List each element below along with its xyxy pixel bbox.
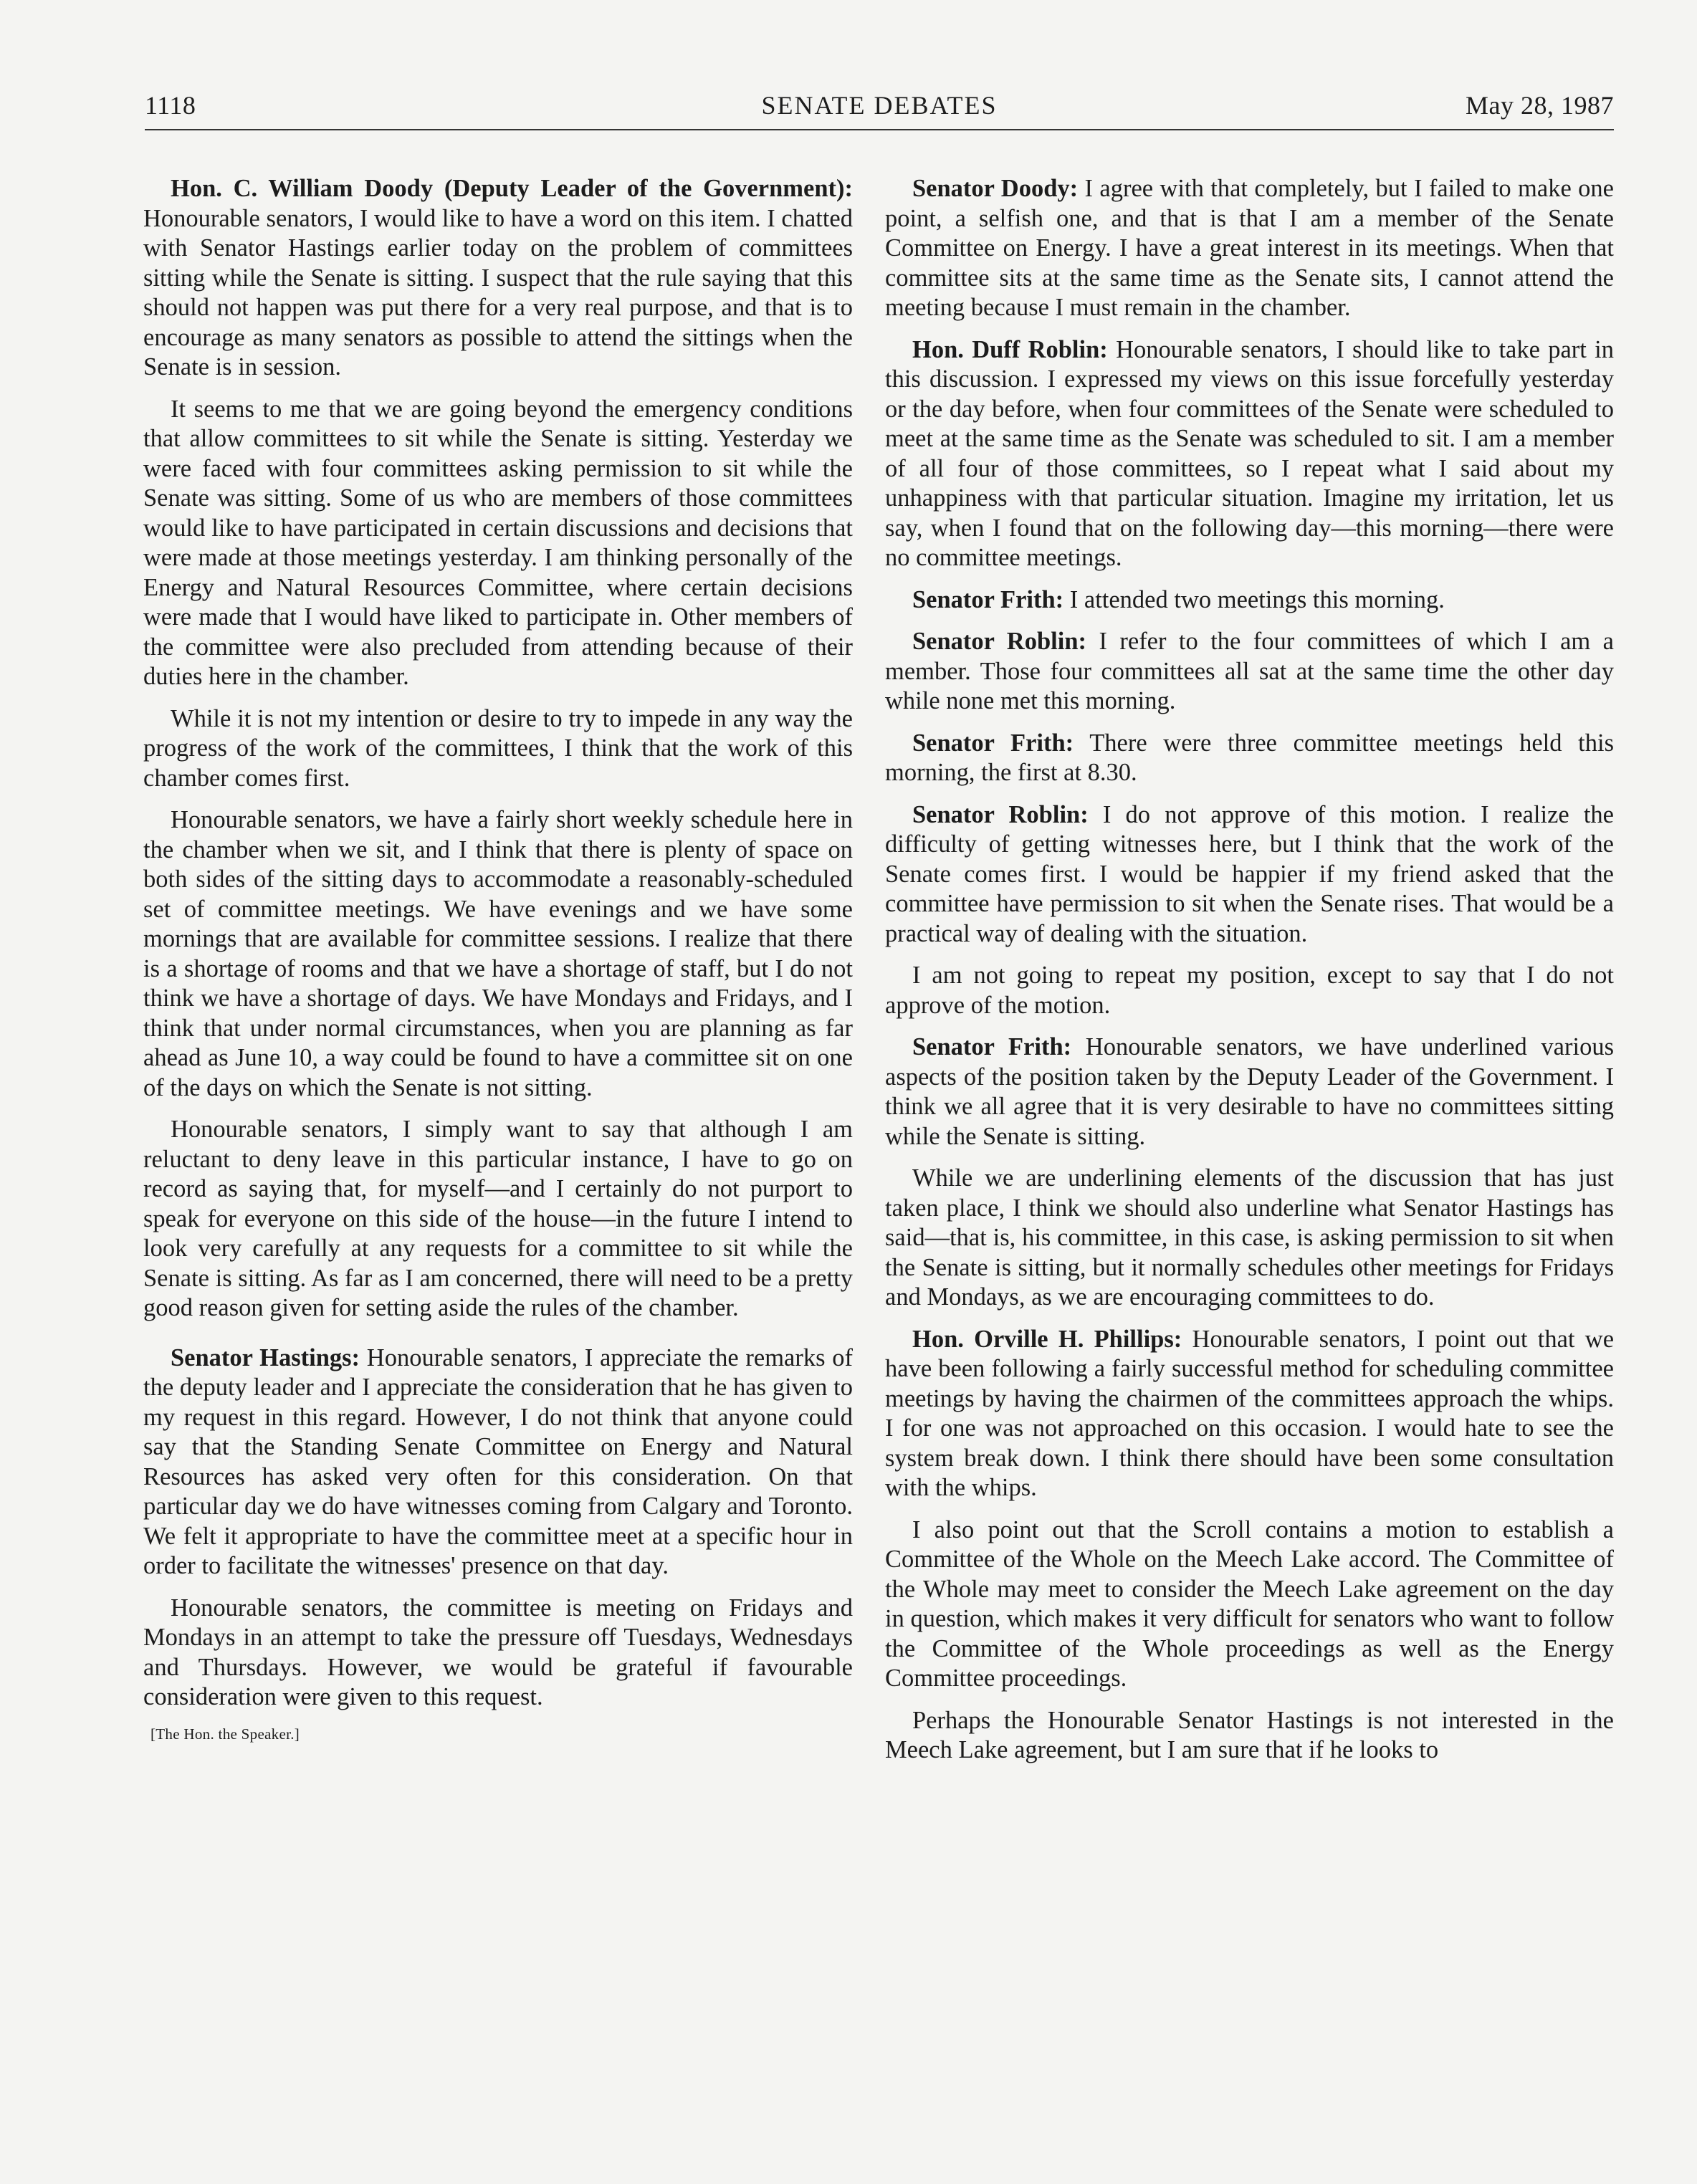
paragraph (885, 1033, 1614, 1151)
paragraph (885, 174, 1614, 323)
speech-text: There were three committee meetings held this morning, the first at 8.30. (885, 729, 1614, 786)
speaker-name: Hon. Duff Roblin: (912, 335, 1108, 363)
paragraph: I am not going to repeat my position, except to say that I do not approve of the motion. (885, 962, 1614, 1019)
speech-text: I refer to the four committees of which I am a member. Those four committees all sat at the same time the other day while none met this morning. (885, 628, 1614, 714)
paragraph (885, 335, 1614, 573)
page-number: 1118 (145, 91, 196, 120)
speaker-name: Senator Roblin: (912, 628, 1087, 655)
left-column (143, 174, 853, 1743)
speech-text: Honourable senators, I point out that we have been following a fairly successful method for scheduling committee meetings by having the chairmen of the committees approach the whips. I for one was not approached on this occasion. I would hate to see the system break down. I think there should have been some consultation with the whips. (885, 1325, 1615, 1501)
paragraph: Perhaps the Honourable Senator Hastings is not interested in the Meech Lake agreement, but I am sure that if he looks to (885, 1706, 1614, 1763)
paragraph (885, 1325, 1614, 1503)
speaker-name: Senator Frith: (912, 1033, 1072, 1060)
paragraph: Honourable senators, the committee is meeting on Fridays and Mondays in an attempt to take the pressure off Tuesdays, Wednesdays and Thursdays. However, we would be grateful if favourable consideration were given to this request. (143, 1594, 853, 1710)
speaker-name: Senator Roblin: (912, 800, 1089, 828)
speaker-name: Senator Frith: (912, 585, 1064, 613)
speaker-name: Hon. Orville H. Phillips: (912, 1325, 1182, 1353)
speech-text: Honourable senators, I appreciate the remarks of the deputy leader and I appreciate the consideration that he has given to my request in this regard. However, I do not think that anyone could say that the Standing Senate Committee on Energy and Natural Resources has asked very often for this consideration. On that particular day we do have witnesses coming from Calgary and Toronto. We felt it appropriate to have the committee meet at a specific hour in order to facilitate the witnesses' presence on that day. (143, 1344, 853, 1579)
speech-text: I do not approve of this motion. I realize the difficulty of getting witnesses here, but I think that the work of the Senate comes first. I would be happier if my friend asked that the committee have permission to sit when the Senate rises. That would be a practical way of dealing with the situation. (885, 800, 1614, 947)
paragraph: I also point out that the Scroll contains a motion to establish a Committee of the Whole on the Meech Lake accord. The Committee of the Whole may meet to consider the Meech Lake agreement on the day in question, which makes it very difficult for senators who want to follow the Committee of the Whole proceedings as well as the Energy Committee proceedings. (885, 1515, 1614, 1692)
paragraph: It seems to me that we are going beyond the emergency conditions that allow committees to sit while the Senate is sitting. Yesterday we were faced with four committees asking permission to sit while the Senate was sitting. Some of us who are members of those committees would like to have participated in certain discussions and decisions that were made at those meetings yesterday. I am thinking personally of the Energy and Natural Resources Committee, where certain decisions were made that I would have liked to participate in. Other members of the committee were also precluded from attending because of their duties here in the chamber. (143, 395, 853, 690)
speaker-name: Senator Hastings: (171, 1344, 360, 1371)
paragraph (143, 1344, 853, 1581)
paragraph: Honourable senators, we have a fairly short weekly schedule here in the chamber when we sit, and I think that there is plenty of space on both sides of the sitting days to accommodate a reasonably-scheduled set of committee meetings. We have evenings and we have some mornings that are available for committee sessions. I realize that there is a shortage of rooms and that we have a shortage of staff, but I do not think we have a shortage of days. We have Mondays and Fridays, and I think that under normal circumstances, when you are planning as far ahead as June 10, a way could be found to have a committee sit on one of the days on which the Senate is not sitting. (143, 806, 853, 1101)
paragraph: While we are underlining elements of the discussion that has just taken place, I think we should also underline what Senator Hastings has said—that is, his committee, in this case, is asking permission to sit when the Senate is sitting, but it normally schedules other meetings for Fridays and Mondays, as we are encouraging committees to do. (885, 1164, 1614, 1311)
footnote: [The Hon. the Speaker.] (150, 1725, 300, 1743)
paragraph: While it is not my intention or desire to try to impede in any way the progress of the work of the committees, I think that the work of this chamber comes first. (143, 704, 853, 792)
paragraph (885, 585, 1614, 616)
paragraph (885, 627, 1614, 717)
speaker-name: Senator Frith: (912, 729, 1074, 757)
speaker-name: Senator Doody: (912, 175, 1079, 202)
speaker-name: Hon. C. William Doody (Deputy Leader of the Government): (171, 175, 853, 202)
speech-text: Honourable senators, I would like to have a word on this item. I chatted with Senator Hastings earlier today on the problem of committees sitting while the Senate is sitting. I suspect that the rule saying that this should not happen was put there for a very real purpose, and that is to encourage as many senators as possible to attend the sittings when the Senate is in session. (143, 204, 853, 380)
right-column (885, 174, 1614, 1778)
page-header (145, 87, 1614, 130)
speech-text: I agree with that completely, but I failed to make one point, a selfish one, and that is that I am a member of the Senate Committee on Energy. I have a great interest in its meetings. When that committee sits at the same time as the Senate sits, I cannot attend the meeting because I must remain in the chamber. (885, 175, 1614, 321)
speech-text: Honourable senators, I should like to take part in this discussion. I expressed my views on this issue forcefully yesterday or the day before, when four committees of the Senate were scheduled to meet at the same time as the Senate was scheduled to sit. I am a member of all four of those committees, so I repeat what I said about my unhappiness with that particular situation. Imagine my irritation, let us say, when I found that on the following day—this morning—there were no committee meetings. (885, 335, 1614, 571)
paragraph: Honourable senators, I simply want to say that although I am reluctant to deny leave in this particular instance, I have to go on record as saying that, for myself—and I certainly do not purport to speak for everyone on this side of the house—in the future I intend to look very carefully at any requests for a committee to sit while the Senate is sitting. As far as I am concerned, there will need to be a pretty good reason given for setting aside the rules of the chamber. (143, 1116, 853, 1321)
publication-date: May 28, 1987 (1466, 91, 1614, 120)
publication-title: SENATE DEBATES (761, 91, 998, 120)
paragraph (885, 729, 1614, 788)
speech-text: Honourable senators, we have underlined various aspects of the position taken by the Deputy Leader of the Government. I think we all agree that it is very desirable to have no committees sitting while the Senate is sitting. (885, 1033, 1614, 1150)
speech-text: I attended two meetings this morning. (1063, 585, 1445, 613)
paragraph (143, 174, 853, 383)
paragraph (885, 800, 1614, 949)
